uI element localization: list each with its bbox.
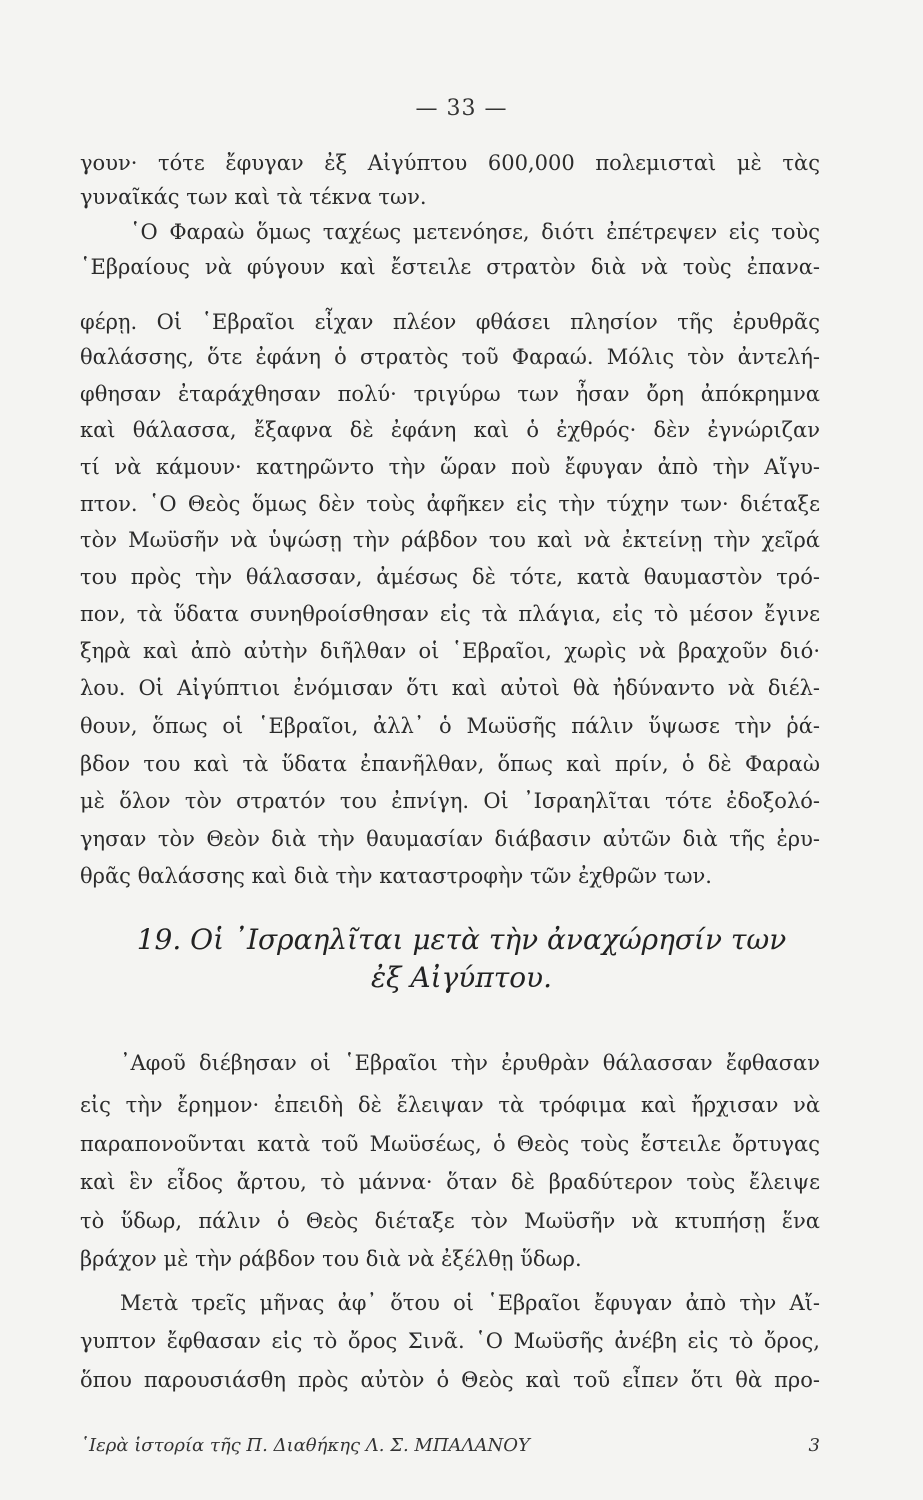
text-line: καὶ θάλασσα, ἔξαφνα δὲ ἐφάνη καὶ ὁ ἐχθρός· δὲν ἐγνώριζαν bbox=[80, 418, 820, 442]
text-line: ῾Ο Φαραὼ ὅμως ταχέως μετενόησε, διότι ἐπέτρεψεν εἰς τοὺς bbox=[130, 220, 820, 244]
text-line: μὲ ὅλον τὸν στρατόν του ἐπνίγη. Οἱ ᾿Ισραηλῖται τότε ἐδοξολό- bbox=[80, 789, 820, 813]
page-number: — 33 — bbox=[415, 96, 508, 121]
footer-sheet-number: 3 bbox=[808, 1435, 820, 1456]
text-line: λου. Οἱ Αἰγύπτιοι ἐνόμισαν ὅτι καὶ αὐτοὶ θὰ ἠδύναντο νὰ διέλ- bbox=[80, 676, 820, 700]
text-line: θρᾶς θαλάσσης καὶ διὰ τὴν καταστροφὴν τῶν ἐχθρῶν των. bbox=[80, 864, 712, 888]
text-line: γησαν τὸν Θεὸν διὰ τὴν θαυμασίαν διάβασιν αὐτῶν διὰ τῆς ἐρυ- bbox=[80, 827, 820, 851]
text-line: ῾Εβραίους νὰ φύγουν καὶ ἔστειλε στρατὸν διὰ νὰ τοὺς ἐπανα- bbox=[80, 255, 820, 279]
text-line: θουν, ὅπως οἱ ῾Εβραῖοι, ἀλλ᾽ ὁ Μωϋσῆς πάλιν ὕψωσε τὴν ῥά- bbox=[80, 714, 820, 738]
text-line: εἰς τὴν ἔρημον· ἐπειδὴ δὲ ἔλειψαν τὰ τρόφιμα καὶ ἤρχισαν νὰ bbox=[80, 1093, 820, 1117]
text-line: ξηρὰ καὶ ἀπὸ αὐτὴν διῆλθαν οἱ ῾Εβραῖοι, χωρὶς νὰ βραχοῦν διό· bbox=[80, 639, 820, 663]
text-line: καὶ ἓν εἶδος ἄρτου, τὸ μάννα· ὅταν δὲ βραδύτερον τοὺς ἔλειψε bbox=[80, 1170, 820, 1194]
text-line: τί νὰ κάμουν· κατηρῶντο τὴν ὥραν ποὺ ἔφυγαν ἀπὸ τὴν Αἴγυ- bbox=[80, 455, 820, 479]
text-line: ᾿Αφοῦ διέβησαν οἱ ῾Εβραῖοι τὴν ἐρυθρὰν θάλασσαν ἔφθασαν bbox=[120, 1051, 820, 1075]
text-line: του πρὸς τὴν θάλασσαν, ἀμέσως δὲ τότε, κατὰ θαυμαστὸν τρό- bbox=[80, 565, 820, 589]
text-line: τὸ ὕδωρ, πάλιν ὁ Θεὸς διέταξε τὸν Μωϋσῆν νὰ κτυπήσῃ ἕνα bbox=[80, 1209, 820, 1233]
text-line: βδον του καὶ τὰ ὕδατα ἐπανῆλθαν, ὅπως καὶ πρίν, ὁ δὲ Φαραὼ bbox=[80, 752, 820, 776]
text-line: τὸν Μωϋσῆν νὰ ὑψώσῃ τὴν ράβδον του καὶ νὰ ἐκτείνῃ τὴν χεῖρά bbox=[80, 528, 820, 552]
section-heading-line-2: ἐξ Αἰγύπτου. bbox=[371, 961, 552, 994]
text-line: πον, τὰ ὕδατα συνηθροίσθησαν εἰς τὰ πλάγια, εἰς τὸ μέσον ἔγινε bbox=[80, 602, 820, 626]
text-line: γυπτον ἔφθασαν εἰς τὸ ὄρος Σινᾶ. ῾Ο Μωϋσῆς ἀνέβη εἰς τὸ ὄρος, bbox=[80, 1329, 820, 1353]
text-line: ὅπου παρουσιάσθη πρὸς αὐτὸν ὁ Θεὸς καὶ τοῦ εἶπεν ὅτι θὰ προ- bbox=[80, 1368, 820, 1392]
text-line: παραπονοῦνται κατὰ τοῦ Μωϋσέως, ὁ Θεὸς τοὺς ἔστειλε ὄρτυγας bbox=[80, 1132, 820, 1156]
text-line: θαλάσσης, ὅτε ἐφάνη ὁ στρατὸς τοῦ Φαραώ. Μόλις τὸν ἀντελή- bbox=[80, 345, 820, 369]
text-line: φέρῃ. Οἱ ῾Εβραῖοι εἶχαν πλέον φθάσει πλησίον τῆς ἐρυθρᾶς bbox=[80, 310, 820, 334]
page-footer bbox=[80, 1432, 820, 1460]
text-line: φθησαν ἐταράχθησαν πολύ· τριγύρω των ἦσαν ὄρη ἀπόκρημνα bbox=[80, 382, 820, 406]
text-line: βράχον μὲ τὴν ράβδον του διὰ νὰ ἐξέλθῃ ὕδωρ. bbox=[80, 1247, 582, 1271]
footer-book-title: ῾Ιερὰ ἱστορία τῆς Π. Διαθήκης Λ. Σ. ΜΠΑΛΑΝΟΥ bbox=[80, 1435, 530, 1456]
text-line: Μετὰ τρεῖς μῆνας ἀφ᾽ ὅτου οἱ ῾Εβραῖοι ἔφυγαν ἀπὸ τὴν Αἴ- bbox=[120, 1291, 820, 1315]
text-line: γουν· τότε ἔφυγαν ἐξ Αἰγύπτου 600,000 πολεμισταὶ μὲ τὰς bbox=[80, 151, 820, 175]
text-line: πτον. ῾Ο Θεὸς ὅμως δὲν τοὺς ἀφῆκεν εἰς τὴν τύχην των· διέταξε bbox=[80, 492, 820, 516]
text-line: γυναῖκάς των καὶ τὰ τέκνα των. bbox=[80, 185, 427, 209]
section-heading-line-1: 19. Οἱ ᾿Ισραηλῖται μετὰ τὴν ἀναχώρησίν των bbox=[136, 923, 787, 956]
